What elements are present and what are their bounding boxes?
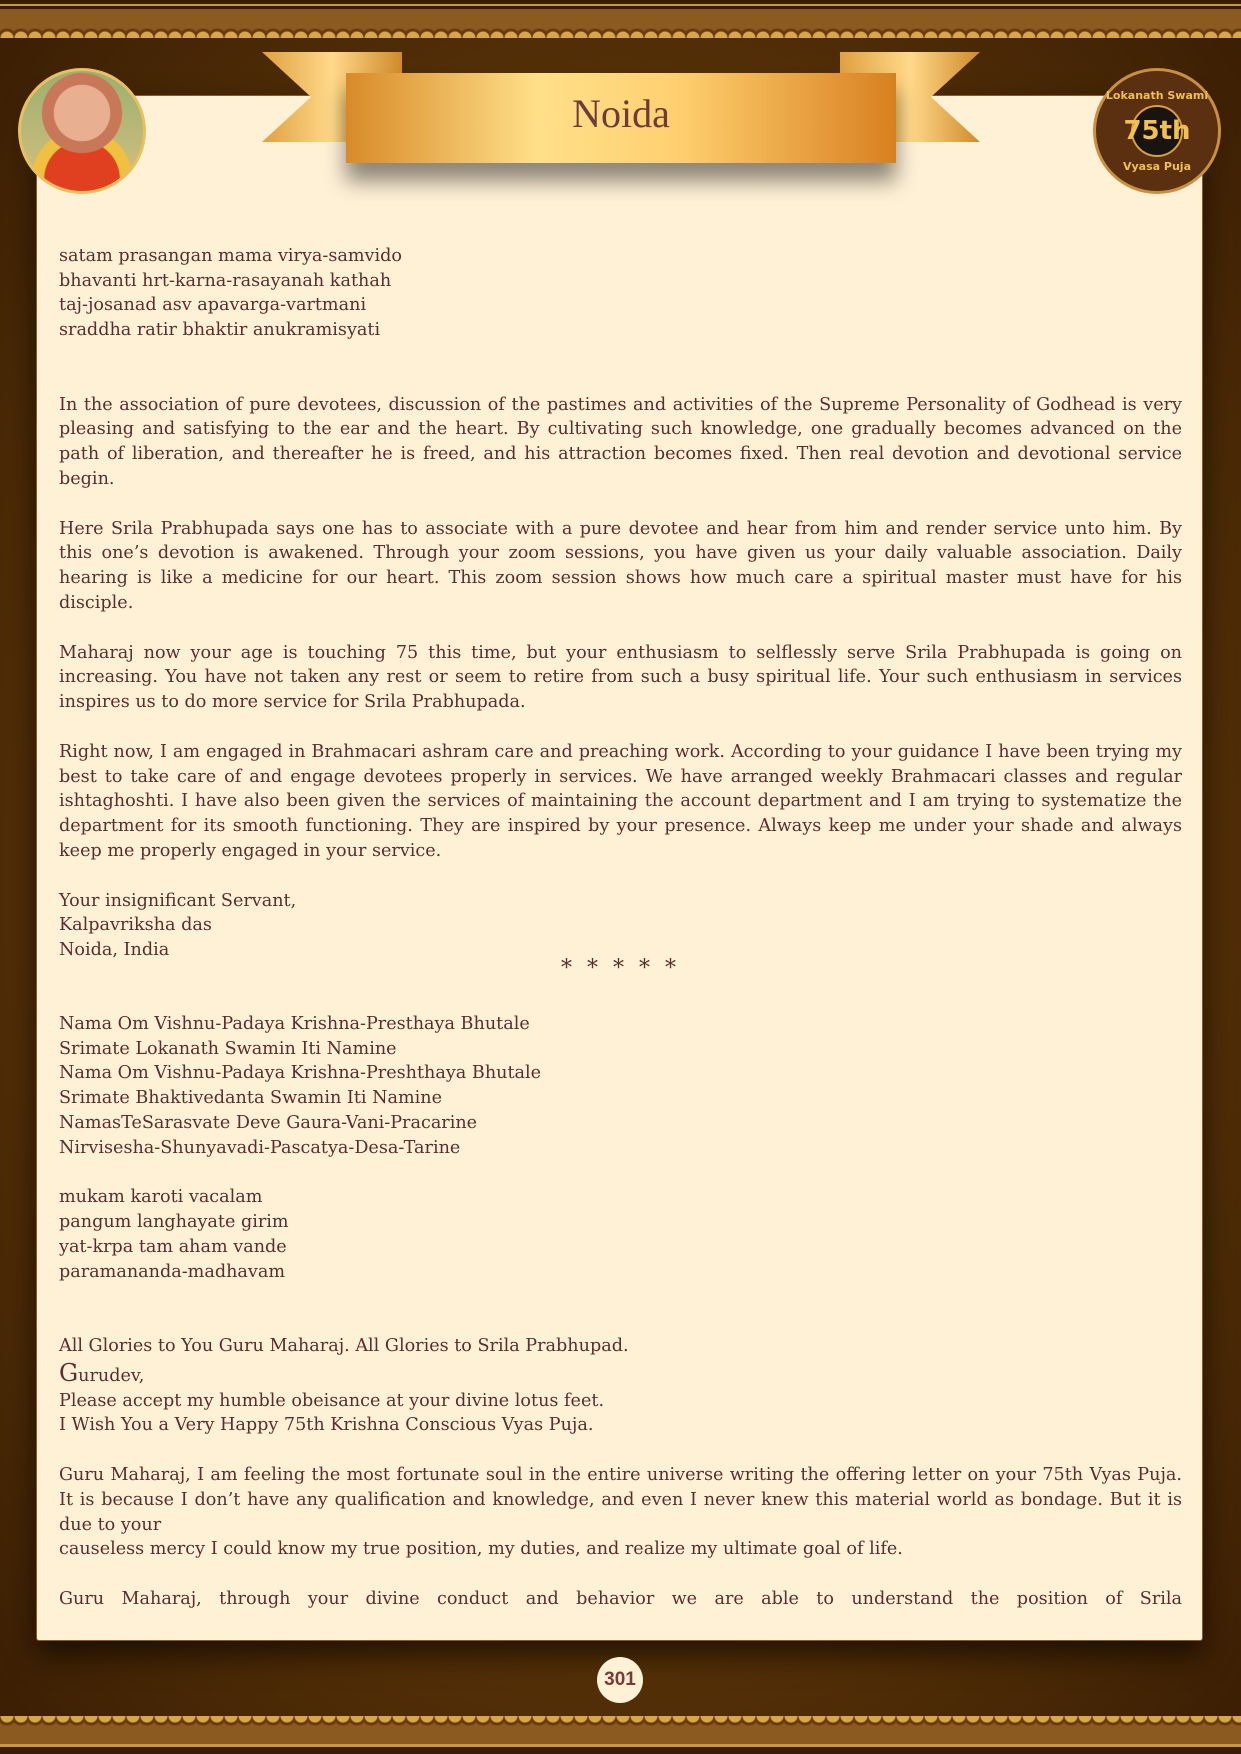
badge-number: 75th xyxy=(1131,105,1183,157)
verse-line: bhavanti hrt-karna-rasayanah kathah xyxy=(59,270,392,291)
bottom-ornamental-border xyxy=(0,1716,1241,1754)
salutation xyxy=(59,1358,1182,1389)
paragraph xyxy=(59,1463,1182,1537)
badge-top-text: Lokanath Swami xyxy=(1105,89,1209,102)
paragraph xyxy=(59,1587,1182,1612)
paragraph-text: Guru Maharaj, I am feeling the most fortunate soul in the entire universe writing the offering letter on your 75th Vyas Puja. It is because I don’t have any qualification and knowledge, and even I never knew this material world as bondage. But it is due to your xyxy=(59,1465,1182,1535)
verse-line: satam prasangan mama virya-samvido xyxy=(59,245,402,266)
mantra-line: NamasTeSarasvate Deve Gaura-Vani-Pracarine xyxy=(59,1112,478,1133)
greeting-line: I Wish You a Very Happy 75th Krishna Conscious Vyas Puja. xyxy=(59,1415,594,1436)
verse-line: pangum langhayate girim xyxy=(59,1212,289,1233)
verse-2 xyxy=(59,1185,1182,1284)
verse-line: paramananda-madhavam xyxy=(59,1261,286,1282)
paragraph: In the association of pure devotees, discussion of the pastimes and activities of the Supreme Personality of Godhead is very pleasing and satisfying to the ear and the heart. By cultivating such knowledge, one gradually becomes advanced on the path of liberation, and thereafter he is freed, and his attraction becomes fixed. Then real devotion and devotional service begin. xyxy=(59,394,1182,489)
greeting-line: Please accept my humble obeisance at your divine lotus feet. xyxy=(59,1390,605,1411)
section-separator: * * * * * xyxy=(561,955,680,981)
signature-location: Noida, India xyxy=(59,940,170,961)
title-ribbon xyxy=(346,73,896,163)
letter-content xyxy=(59,219,1182,1637)
salutation-rest: urudev, xyxy=(78,1365,145,1386)
signature-name: Kalpavriksha das xyxy=(59,915,212,936)
guru-portrait xyxy=(18,68,146,194)
mantra-line: Srimate Lokanath Swamin Iti Namine xyxy=(59,1038,397,1059)
mantra-line: Nirvisesha-Shunyavadi-Pascatya-Desa-Tarine xyxy=(59,1137,461,1158)
paragraph xyxy=(59,1537,1182,1562)
verse-line: mukam karoti vacalam xyxy=(59,1187,263,1208)
verse-line: sraddha ratir bhaktir anukramisyati xyxy=(59,320,381,341)
verse-line: yat-krpa tam aham vande xyxy=(59,1236,287,1257)
paragraph: Here Srila Prabhupada says one has to associate with a pure devotee and hear from him and render service unto him. By this one’s devotion is awakened. Through your zoom sessions, you have given us your daily valuable association. Daily hearing is like a medicine for our heart. This zoom session shows how much care a spiritual master must have for his disciple. xyxy=(59,518,1182,613)
page-title: Noida xyxy=(572,90,670,136)
paragraph-text: causeless mercy I could know my true position, my duties, and realize my ultimate goal of life. xyxy=(59,1539,903,1560)
salutation-initial: G xyxy=(59,1358,79,1387)
paragraph: Right now, I am engaged in Brahmacari ashram care and preaching work. According to your guidance I have been trying my best to take care of and engage devotees properly in services. We have arranged weekly Brahmacari classes and regular ishtaghoshti. I have also been given the services of maintaining the account department and I am trying to systematize the department for its smooth functioning. They are inspired by your presence. Always keep me under your shade and always keep me properly engaged in your service. xyxy=(59,741,1182,861)
page-number: 301 xyxy=(597,1657,643,1703)
paragraph: Maharaj now your age is touching 75 this time, but your enthusiasm to selflessly serve Srila Prabhupada is going on increasing. You have not taken any rest or seem to retire from such a busy spiritual life. Your such enthusiasm in services inspires us to do more service for Srila Prabhupada. xyxy=(59,642,1182,713)
verse-line: taj-josanad asv apavarga-vartmani xyxy=(59,295,367,316)
vyasa-puja-badge xyxy=(1093,68,1221,194)
paragraph-text: Guru Maharaj, through your divine conduct and behavior we are able to understand the position of Srila xyxy=(59,1589,1182,1610)
top-ornamental-border xyxy=(0,0,1241,38)
signature-line: Your insignificant Servant, xyxy=(59,890,297,911)
pranam-mantra xyxy=(59,1012,1182,1161)
glories-line: All Glories to You Guru Maharaj. All Glories to Srila Prabhupad. xyxy=(59,1336,629,1357)
mantra-line: Nama Om Vishnu-Padaya Krishna-Presthaya Bhutale xyxy=(59,1013,530,1034)
badge-bottom-text: Vyasa Puja xyxy=(1123,160,1191,173)
mantra-line: Srimate Bhaktivedanta Swamin Iti Namine xyxy=(59,1088,443,1109)
signature xyxy=(59,889,1182,963)
greeting-block xyxy=(59,1334,1182,1438)
mantra-line: Nama Om Vishnu-Padaya Krishna-Preshthaya Bhutale xyxy=(59,1063,542,1084)
